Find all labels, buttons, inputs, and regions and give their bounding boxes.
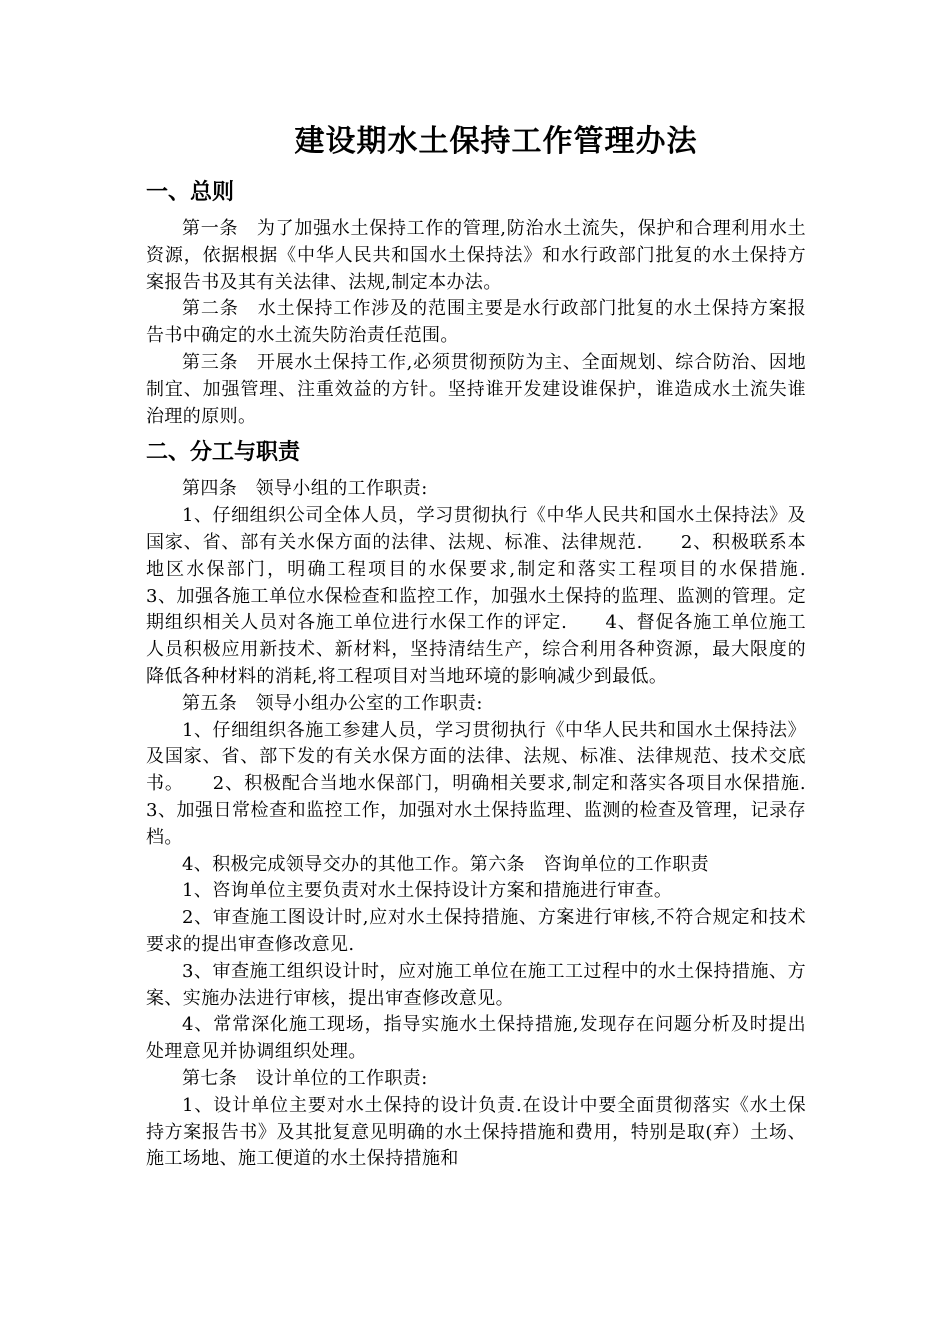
article-6-item-1: 1、咨询单位主要负责对水土保持设计方案和措施进行审查。 <box>182 880 673 902</box>
article-6-item-3: 3、审查施工组织设计时，应对施工单位在施工工过程中的水土保持措施、方案、实施办法进行审核，提出审查修改意见。 <box>146 960 806 1009</box>
article-5-item-4: 4、积极完成领导交办的其他工作。第六条 咨询单位的工作职责 <box>182 853 710 875</box>
section-duties <box>146 436 843 1173</box>
article-3: 第三条 开展水土保持工作,必须贯彻预防为主、全面规划、综合防治、因地制宜、加强管理、注重效益的方针。坚持谁开发建设谁保护，谁造成水土流失谁治理的原则。 <box>146 351 806 427</box>
article-2: 第二条 水土保持工作涉及的范围主要是水行政部门批复的水土保持方案报告书中确定的水土流失防治责任范围。 <box>146 298 806 347</box>
article-6-item-2: 2、审查施工图设计时,应对水土保持措施、方案进行审核,不符合规定和技术要求的提出审查修改意见. <box>146 907 806 955</box>
article-1: 第一条 为了加强水土保持工作的管理,防治水土流失，保护和合理利用水土资源，依据根据《中华人民共和国水土保持法》和水行政部门批复的水土保持方案报告书及其有关法律、法规,制定本办法。 <box>146 218 806 293</box>
section-heading: 二、分工与职责 <box>146 440 301 466</box>
article-7-heading: 第七条 设计单位的工作职责: <box>182 1067 428 1089</box>
section-general <box>146 176 806 430</box>
article-7-item-1: 1、设计单位主要对水土保持的设计负责.在设计中要全面贯彻落实《水土保持方案报告书》及其批复意见明确的水土保持措施和费用，特别是取(弃）土场、施工场地、施工便道的水土保持措施和 <box>146 1094 806 1170</box>
section-heading: 一、总则 <box>146 180 235 205</box>
article-4-items: 1、仔细组织公司全体人员，学习贯彻执行《中华人民共和国水土保持法》及国家、省、部有关水保方面的法律、法规、标准、法律规范. 2、积极联系本地区水保部门，明确工程项目的水保要求,制定和落实工程项目的水保措施. 3、加强各施工单位水保检查和监控工作，加强水土保持的监理、监测的管理。定期组织相关人员对各施工单位进行水保工作的评定. 4、督促各施工单位施工人员积极应用新技术、新材料，坚持清结生产，综合利用各种资源，最大限度的降低各种材料的消耗,将工程项目对当地环境的影响减少到最低。 <box>146 505 843 687</box>
article-5-heading: 第五条 领导小组办公室的工作职责: <box>182 692 483 714</box>
article-4-heading: 第四条 领导小组的工作职责: <box>182 478 428 500</box>
article-6-item-4: 4、常常深化施工现场，指导实施水土保持措施,发现存在问题分析及时提出处理意见并协调组织处理。 <box>146 1014 806 1063</box>
document-title: 建设期水土保持工作管理办法 <box>294 124 698 159</box>
document-page <box>146 120 843 1173</box>
article-5-items: 1、仔细组织各施工参建人员，学习贯彻执行《中华人民共和国水土保持法》及国家、省、部下发的有关水保方面的法律、法规、标准、法律规范、技术交底书。 2、积极配合当地水保部门，明确相关要求,制定和落实各项目水保措施. 3、加强日常检查和监控工作，加强对水土保持监理、监测的检查及管理，记录存档。 <box>146 719 843 848</box>
